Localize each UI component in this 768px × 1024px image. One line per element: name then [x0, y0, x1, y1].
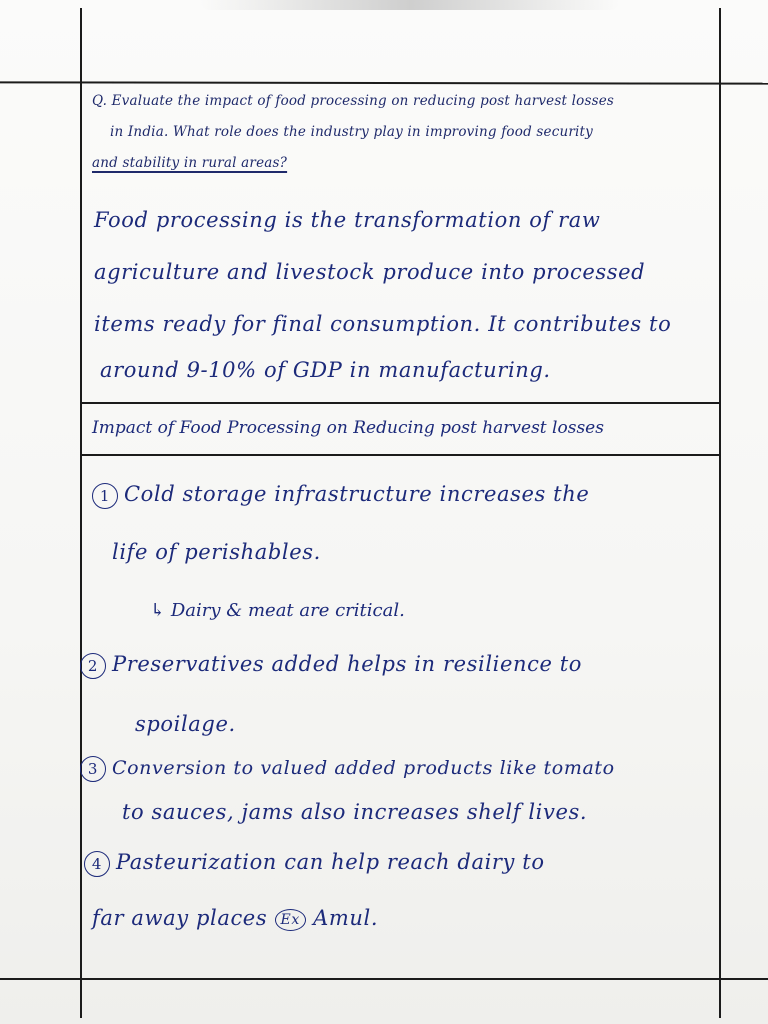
- point-1-line-1: [92, 482, 589, 509]
- intro-line-4: around 9-10% of GDP in manufacturing.: [100, 358, 551, 382]
- right-margin-rule: [719, 8, 721, 1018]
- point-2-line-1: [80, 652, 582, 679]
- question-line-1: Q. Evaluate the impact of food processing on reducing post harvest losses: [92, 93, 615, 109]
- top-rule: [0, 81, 768, 84]
- intro-line-1: Food processing is the transformation of raw: [94, 208, 601, 232]
- point-3-line-1: [80, 756, 615, 782]
- point-number-4: 4: [84, 851, 110, 877]
- intro-line-2: agriculture and livestock produce into processed: [94, 260, 646, 284]
- point-1-sub: ↳ Dairy & meat are critical.: [150, 600, 405, 621]
- point-4-line-2: [92, 906, 378, 931]
- question-line-2: in India. What role does the industry play in improving food security: [110, 124, 594, 140]
- point-3-text: Conversion to valued added products like tomato: [112, 757, 615, 779]
- left-margin-rule: [80, 8, 82, 1018]
- intro-line-3: items ready for final consumption. It contributes to: [94, 312, 672, 336]
- section-rule-top: [80, 402, 720, 404]
- point-4-text: Pasteurization can help reach dairy to: [116, 850, 545, 874]
- point-2-text: Preservatives added helps in resilience to: [112, 652, 583, 676]
- bottom-rule: [0, 978, 768, 980]
- section-rule-bottom: [80, 454, 720, 456]
- point-number-1: 1: [92, 483, 118, 509]
- point-number-3: 3: [80, 756, 106, 782]
- point-1-text: Cold storage infrastructure increases the: [124, 482, 590, 506]
- section-heading: Impact of Food Processing on Reducing post harvest losses: [92, 418, 604, 438]
- point-1-line-2: life of perishables.: [112, 540, 321, 564]
- point-4-text-b: Amul.: [313, 906, 379, 930]
- point-3-line-2: to sauces, jams also increases shelf lives.: [122, 800, 588, 824]
- point-4-line-1: [84, 850, 545, 877]
- point-number-2: 2: [80, 653, 106, 679]
- question-line-3: and stability in rural areas?: [92, 155, 288, 171]
- point-1-sub-text: Dairy & meat are critical.: [170, 600, 405, 621]
- page-shadow: [200, 0, 620, 10]
- example-badge: Ex: [275, 909, 306, 931]
- point-2-line-2: spoilage.: [135, 712, 236, 736]
- point-4-text-a: far away places: [92, 906, 268, 930]
